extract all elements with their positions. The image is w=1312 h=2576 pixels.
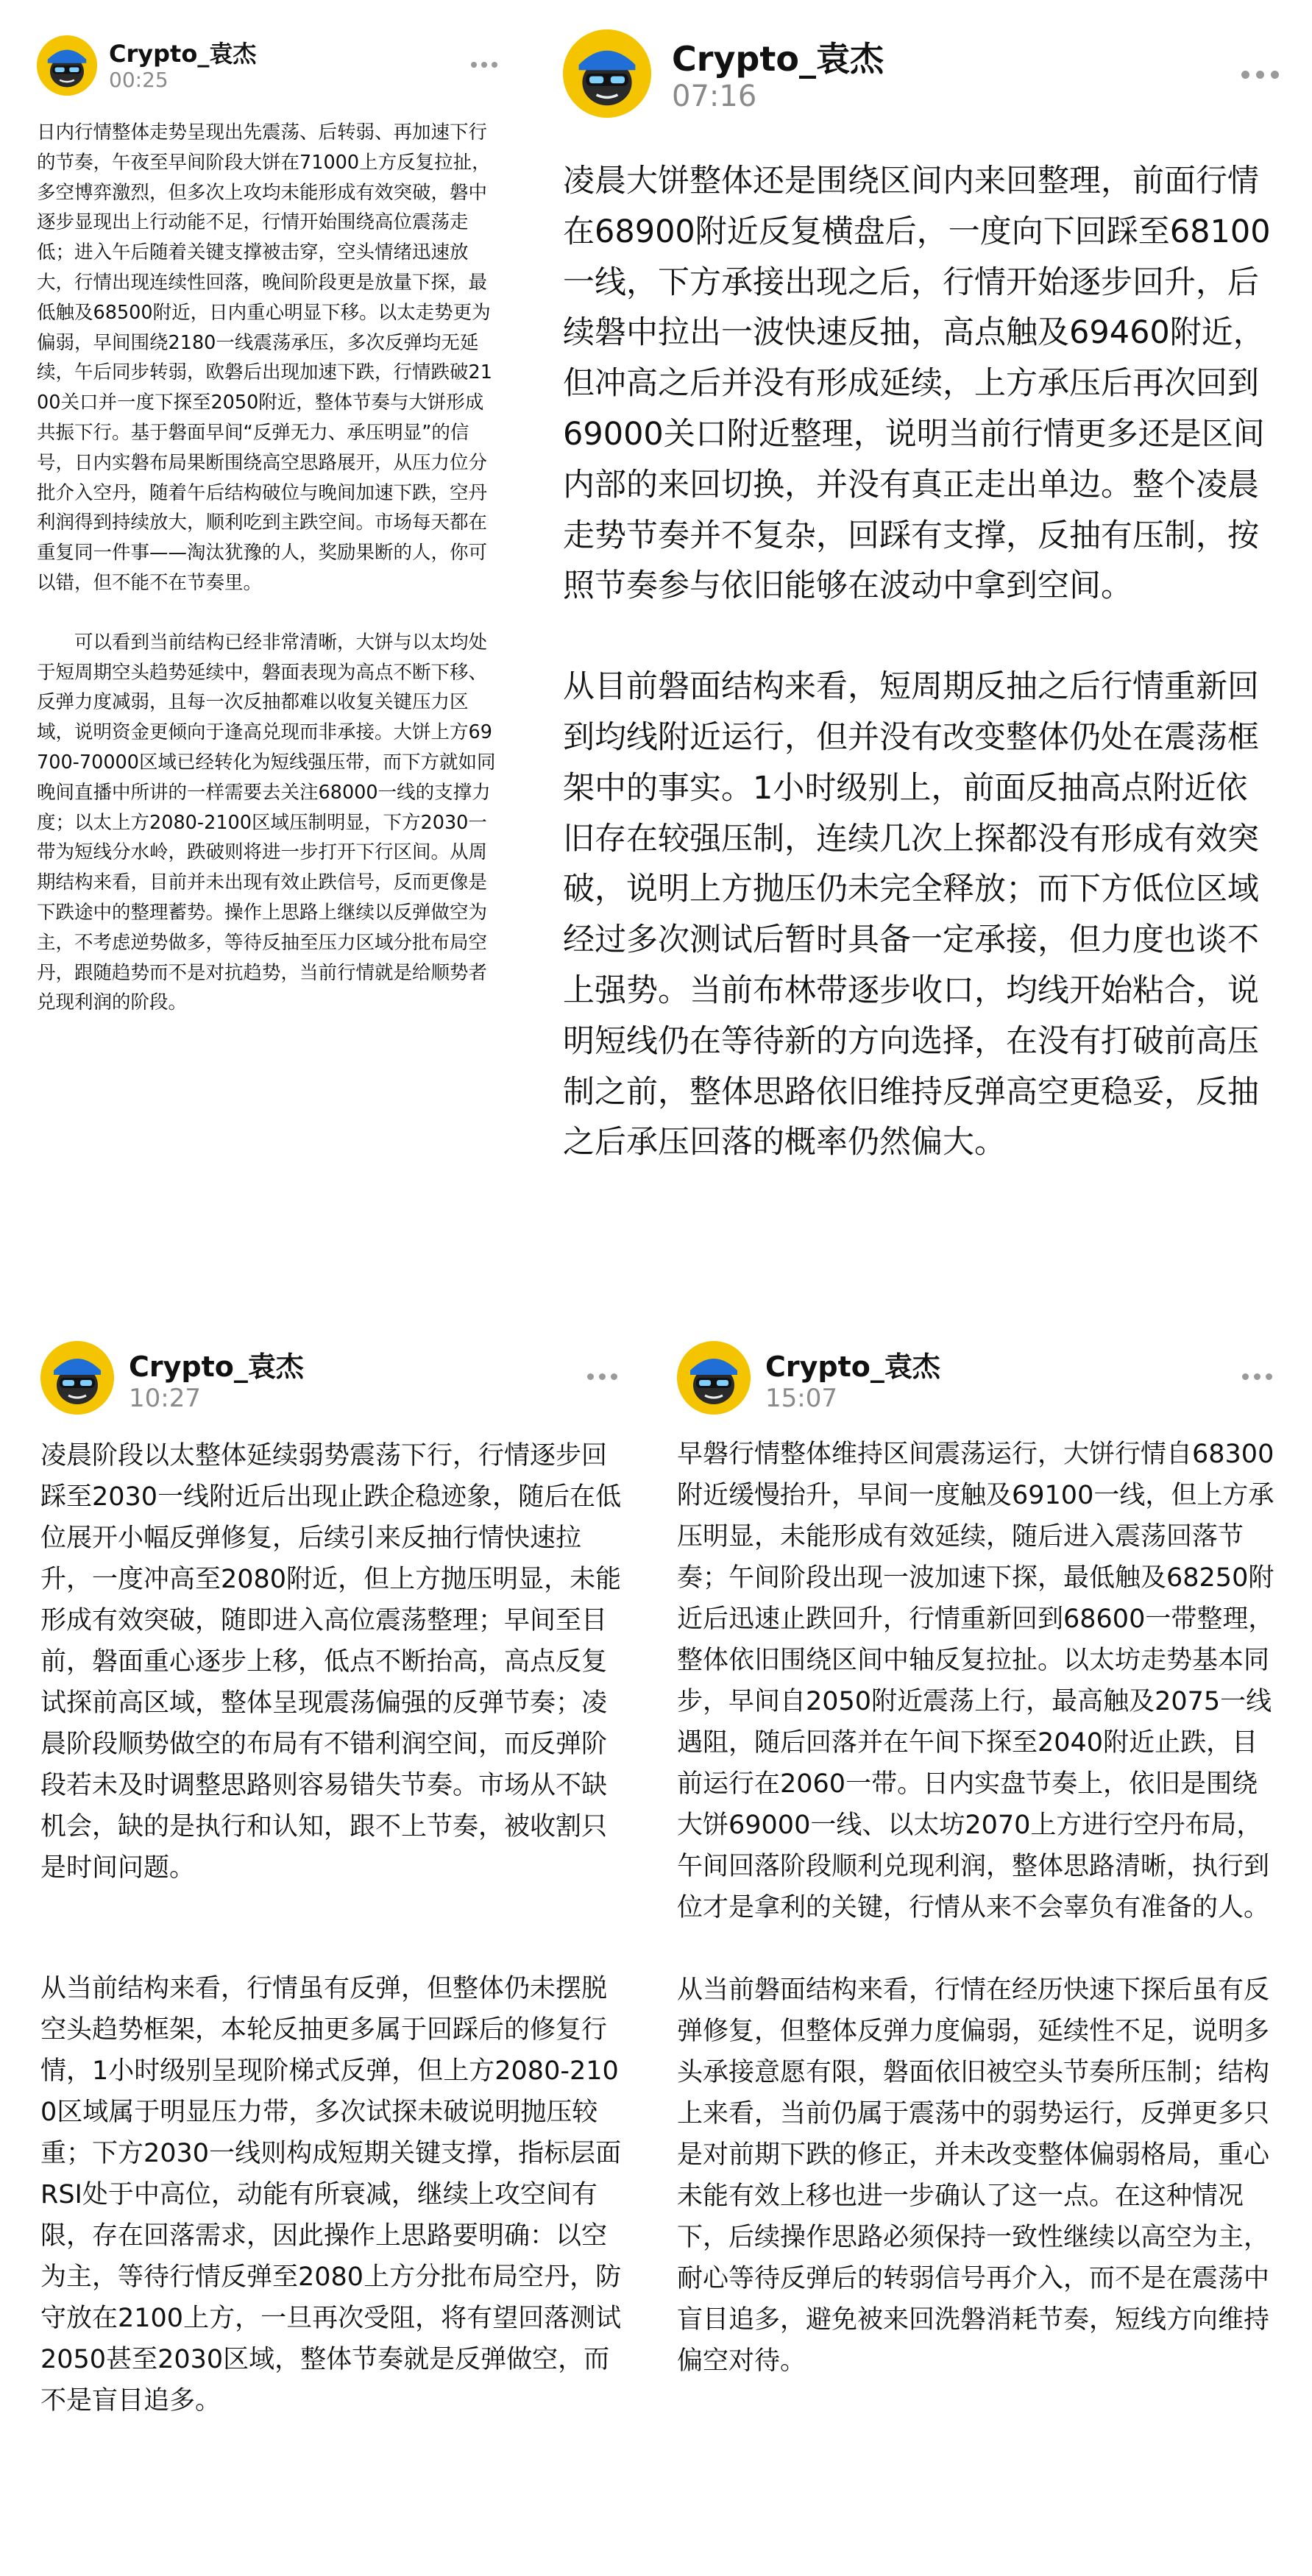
post-paragraph: 可以看到当前结构已经非常清晰，大饼与以太均处于短周期空头趋势延续中，磐面表现为高点不断下移、反弹力度减弱，且每一次反抽都难以收复关键压力区域，说明资金更倾向于逢高兑现而非承接。大饼上方69700-70000区域已经转化为短线强压带，而下方就如同晚间直播中所讲的一样需要去关注68000一线的支撑力度；以太上方2080-2100区域压制明显，下方2030一带为短线分水岭，跌破则将进一步打开下行区间。从周期结构来看，目前并未出现有效止跌信号，反而更像是下跌途中的整理蓄势。操作上思路上继续以反弹做空为主，不考虑逆势做多，等待反抽至压力区域分批布局空丹，跟随趋势而不是对抗趋势，当前行情就是给顺势者兑现利润的阶段。 <box>37 631 496 1014</box>
cartoon-avatar-icon[interactable] <box>677 1341 751 1415</box>
cartoon-avatar-icon[interactable] <box>40 1341 114 1415</box>
post-paragraph: 凌晨大饼整体还是围绕区间内来回整理，前面行情在68900附近反复横盘后，一度向下回踩至68100一线，下方承接出现之后，行情开始逐步回升，后续磐中拉出一波快速反抽，高点触及69460附近，但冲高之后并没有形成延续，上方承压后再次回到69000关口附近整理，说明当前行情更多还是区间内部的来回切换，并没有真正走出单边。整个凌晨走势节奏并不复杂，回踩有支撑，反抽有压制，按照节奏参与依旧能够在波动中拿到空间。 <box>563 163 1271 605</box>
post-paragraph: 从当前结构来看，行情虽有反弹，但整体仍未摆脱空头趋势框架，本轮反抽更多属于回踩后的修复行情，1小时级别呈现阶梯式反弹，但上方2080-2100区域属于明显压力带，多次试探未破说明抛压较重；下方2030一线则构成短期关键支撑，指标层面RSI处于中高位，动能有所衰减，继续上攻空间有限，存在回落需求，因此操作上思路要明确：以空为主，等待行情反弹至2080上方分批布局空丹，防守放在2100上方，一旦再次受阻，将有望回落测试2050甚至2030区域，整体节奏就是反弹做空，而不是盲目追多。 <box>40 1974 622 2416</box>
cartoon-avatar-icon[interactable] <box>37 35 97 96</box>
post-paragraph: 从当前磐面结构来看，行情在经历快速下探后虽有反弹修复，但整体反弹力度偏弱，延续性不足，说明多头承接意愿有限，磐面依旧被空头节奏所压制；结构上来看，当前仍属于震荡中的弱势运行，反弹更多只是对前期下跌的修正，并未改变整体偏弱格局，重心未能有效上移也进一步确认了这一点。在这种情况下，后续操作思路必须保持一致性继续以高空为主，耐心等待反弹后的转弱信号再介入，而不是在震荡中盲目追多，避免被来回洗磐消耗节奏，短线方向维持偏空对待。 <box>677 1975 1270 2376</box>
post-body <box>40 1435 622 2421</box>
username[interactable]: Crypto_袁杰 <box>109 40 257 68</box>
post-card <box>648 1317 1312 2576</box>
post-paragraph: 早磐行情整体维持区间震荡运行，大饼行情自68300附近缓慢抬升，早间一度触及69100一线，但上方承压明显，未能形成有效延续，随后进入震荡回落节奏；午间阶段出现一波加速下探，最低触及68250附近后迅速止跌回升，行情重新回到68600一带整理，整体依旧围绕区间中轴反复拉扯。以太坊走势基本同步，早间自2050附近震荡上行，最高触及2075一线遇阻，随后回落并在午间下探至2040附近止跌，目前运行在2060一带。日内实盘节奏上，依旧是围绕大饼69000一线、以太坊2070上方进行空丹布局，午间回落阶段顺利兑现利润，整体思路清晰，执行到位才是拿利的关键，行情从来不会辜负有准备的人。 <box>677 1440 1274 1922</box>
post-paragraph: 日内行情整体走势呈现出先震荡、后转弱、再加速下行的节奏，午夜至早间阶段大饼在71000上方反复拉扯，多空博弈激烈，但多次上攻均未能形成有效突破，磐中逐步显现出上行动能不足，行情开始围绕高位震荡走低；进入午后随着关键支撑被击穿，空头情绪迅速放大，行情出现连续性回落，晚间阶段更是放量下探，最低触及68500附近，日内重心明显下移。以太走势更为偏弱，早间围绕2180一线震荡承压，多次反弹均无延续，午后同步转弱，欧磐后出现加速下跌，行情跌破2100关口并一度下探至2050附近，整体节奏与大饼形成共振下行。基于磐面早间“反弹无力、承压明显”的信号，日内实磐布局果断围绕高空思路展开，从压力位分批介入空丹，随着午后结构破位与晚间加速下跌，空丹利润得到持续放大，顺利吃到主跌空间。市场每天都在重复同一件事——淘汰犹豫的人，奖励果断的人，你可以错，但不能不在节奏里。 <box>37 121 492 594</box>
post-body <box>37 118 500 1018</box>
post-paragraph: 凌晨阶段以太整体延续弱势震荡下行，行情逐步回踩至2030一线附近后出现止跌企稳迹象，随后在低位展开小幅反弹修复，后续引来反抽行情快速拉升，一度冲高至2080附近，但上方抛压明显，未能形成有效突破，随即进入高位震荡整理；早间至目前，磐面重心逐步上移，低点不断抬高，高点反复试探前高区域，整体呈现震荡偏强的反弹节奏；凌晨阶段顺势做空的布局有不错利润空间，而反弹阶段若未及时调整思路则容易错失节奏。市场从不缺机会，缺的是执行和认知，跟不上节奏，被收割只是时间问题。 <box>40 1441 622 1883</box>
username[interactable]: Crypto_袁杰 <box>765 1351 940 1383</box>
username[interactable]: Crypto_袁杰 <box>672 39 884 79</box>
post-time: 15:07 <box>765 1384 837 1413</box>
post-body <box>677 1434 1282 2382</box>
more-dots-icon[interactable] <box>587 1373 617 1380</box>
post-time: 00:25 <box>109 68 169 92</box>
post-paragraph: 从目前磐面结构来看，短周期反抽之后行情重新回到均线附近运行，但并没有改变整体仍处在震荡框架中的事实。1小时级别上，前面反抽高点附近依旧存在较强压制，连续几次上探都没有形成有效突破，说明上方抛压仍未完全释放；而下方低位区域经过多次测试后暂时具备一定承接，但力度也谈不上强势。当前布林带逐步收口，均线开始粘合，说明短线仍在等待新的方向选择，在没有打破前高压制之前，整体思路依旧维持反弹高空更稳妥，反抽之后承压回落的概率仍然偏大。 <box>563 668 1259 1161</box>
more-dots-icon[interactable] <box>471 62 497 68</box>
cartoon-avatar-icon[interactable] <box>563 29 651 118</box>
post-card <box>0 1317 648 2576</box>
username[interactable]: Crypto_袁杰 <box>129 1351 304 1383</box>
post-time: 10:27 <box>129 1384 201 1413</box>
more-dots-icon[interactable] <box>1242 1373 1272 1380</box>
post-card <box>541 0 1312 1317</box>
post-card <box>0 0 541 1317</box>
post-time: 07:16 <box>672 79 757 113</box>
post-body <box>563 156 1275 1168</box>
more-dots-icon[interactable] <box>1241 71 1279 79</box>
